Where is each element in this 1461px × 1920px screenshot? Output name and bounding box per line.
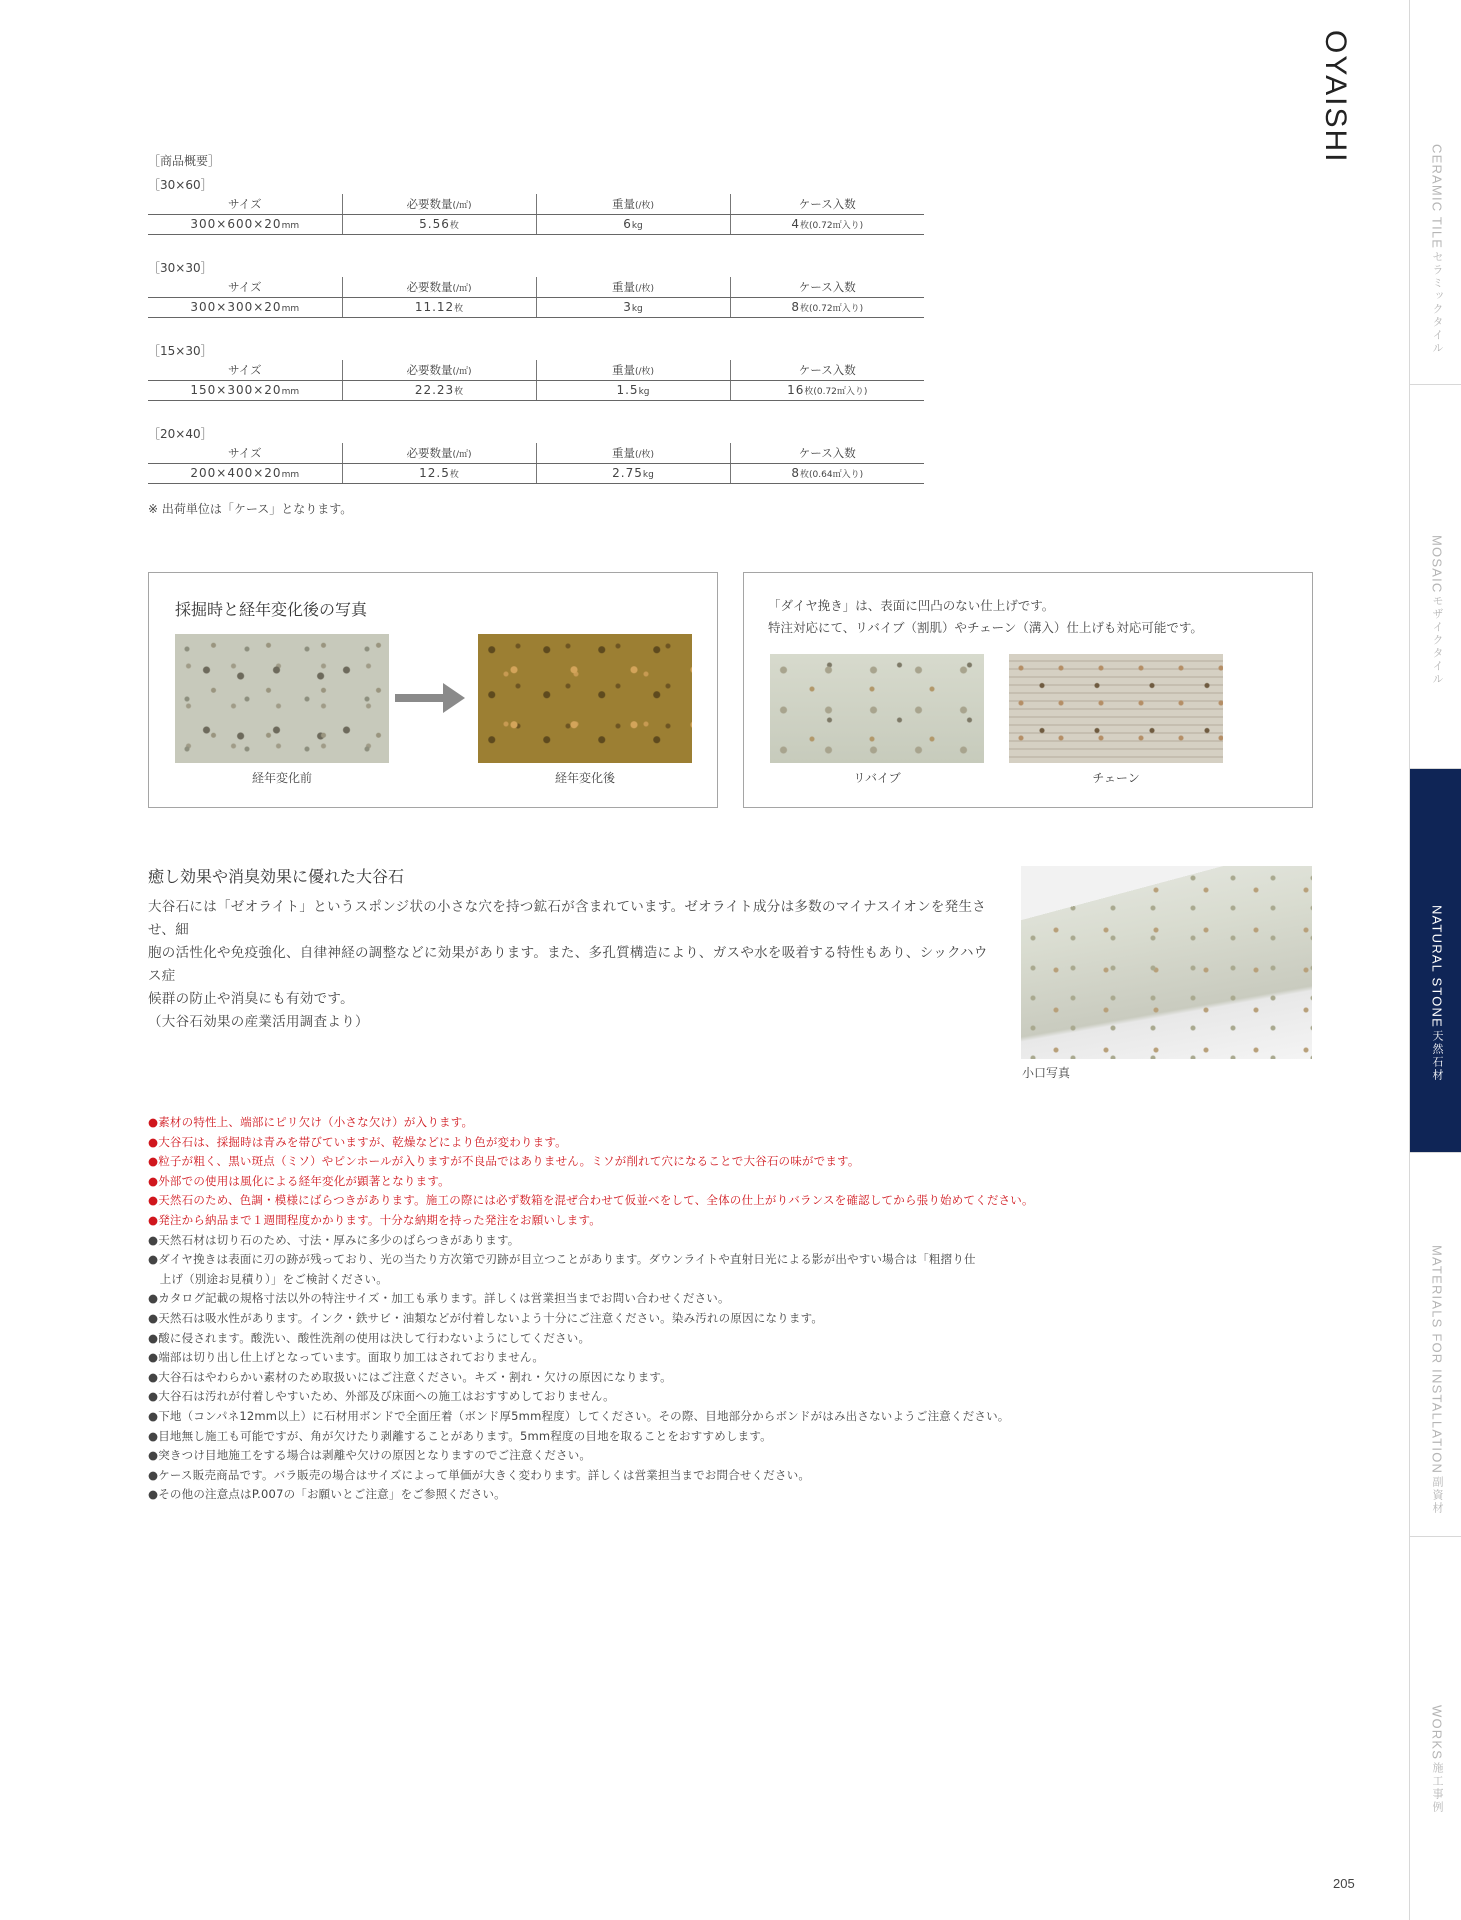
col-size: サイズ bbox=[148, 443, 342, 463]
caution-note-important: ●天然石のため、色調・模様にばらつきがあります。施工の際には必ず数箱を混ぜ合わせて仮並べをして、全体の仕上がりバランスを確認してから張り始めてください。 bbox=[148, 1193, 1034, 1208]
col-qty: 必要数量(/㎡) bbox=[342, 277, 536, 297]
caution-note: ●天然石は吸水性があります。インク・鉄サビ・油類などが付着しないよう十分にご注意ください。染み汚れの原因になります。 bbox=[148, 1310, 824, 1325]
caution-note-important: ●素材の特性上、端部にピリ欠け（小さな欠け）が入ります。 bbox=[148, 1115, 474, 1129]
shipping-unit-note: ※ 出荷単位は「ケース」となります。 bbox=[148, 502, 353, 516]
paragraph-line: （大谷石効果の産業活用調査より） bbox=[148, 1014, 369, 1030]
chain-caption: チェーン bbox=[1092, 771, 1140, 785]
table-row bbox=[148, 463, 924, 483]
sidebar-item-label: MOSAIC bbox=[1429, 535, 1445, 594]
col-qty: 必要数量(/㎡) bbox=[342, 360, 536, 380]
caution-note: ●ケース販売商品です。バラ販売の場合はサイズによって単価が大きく変わります。詳しくは営業担当までお問合せください。 bbox=[148, 1467, 811, 1482]
caution-note-important: ●粒子が粗く、黒い斑点（ミソ）やピンホールが入りますが不良品ではありません。ミソが削れて穴になることで大谷石の味がでます。 bbox=[148, 1154, 860, 1169]
sidebar-item-label: NATURAL STONE bbox=[1429, 905, 1445, 1028]
table-row bbox=[148, 380, 924, 400]
aging-box-title: 採掘時と経年変化後の写真 bbox=[175, 600, 368, 619]
col-case: ケース入数 bbox=[730, 277, 924, 297]
cell-qty: 12.5枚 bbox=[342, 463, 536, 483]
spec-table-block bbox=[148, 259, 924, 318]
brand-title: OYAISHI bbox=[1319, 30, 1352, 164]
sidebar-item-works[interactable] bbox=[1410, 1536, 1461, 1920]
cell-size: 300×600×20mm bbox=[148, 214, 342, 234]
spec-table-title: ［15×30］ bbox=[148, 344, 213, 358]
spec-table-block bbox=[148, 176, 924, 235]
col-weight: 重量(/枚) bbox=[536, 277, 730, 297]
spec-table bbox=[148, 277, 924, 318]
sidebar-item-sublabel: セラミックタイル bbox=[1431, 251, 1444, 356]
col-qty: 必要数量(/㎡) bbox=[342, 443, 536, 463]
cell-size: 300×300×20mm bbox=[148, 297, 342, 317]
caution-note-important: ●大谷石は、採掘時は青みを帯びていますが、乾燥などにより色が変わります。 bbox=[148, 1134, 567, 1149]
after-caption: 経年変化後 bbox=[554, 771, 615, 785]
before-aging-photo bbox=[175, 634, 389, 763]
col-case: ケース入数 bbox=[730, 360, 924, 380]
spec-table bbox=[148, 443, 924, 484]
caution-note: ●大谷石はやわらかい素材のため取扱いにはご注意ください。キズ・割れ・欠けの原因になります。 bbox=[148, 1369, 672, 1384]
sidebar-item-mosaic[interactable] bbox=[1410, 384, 1461, 768]
after-aging-photo bbox=[478, 634, 692, 763]
spec-table-title: ［20×40］ bbox=[148, 427, 213, 441]
sidebar-item-sublabel: モザイクタイル bbox=[1431, 595, 1444, 687]
cell-weight: 6kg bbox=[536, 214, 730, 234]
sidebar-item-ceramic-tile[interactable] bbox=[1410, 0, 1461, 384]
caution-note: ●酸に侵されます。酸洗い、酸性洗剤の使用は決して行わないようにしてください。 bbox=[148, 1330, 591, 1345]
finish-photo-box bbox=[743, 572, 1313, 808]
cell-qty: 5.56枚 bbox=[342, 214, 536, 234]
spec-table-block bbox=[148, 342, 924, 401]
cell-case: 4枚(0.72㎡入り) bbox=[730, 214, 924, 234]
sidebar-item-label: CERAMIC TILE bbox=[1429, 144, 1445, 250]
caution-note: ●天然石材は切り石のため、寸法・厚みに多少のばらつきがあります。 bbox=[148, 1232, 520, 1247]
table-header-row bbox=[148, 194, 924, 214]
caution-note-important: ●外部での使用は風化による経年変化が顕著となります。 bbox=[148, 1173, 450, 1188]
caution-note-important: ●発注から納品まで１週間程度かかります。十分な納期を持った発注をお願いします。 bbox=[148, 1212, 601, 1227]
page-number: 205 bbox=[1333, 1876, 1355, 1891]
col-qty: 必要数量(/㎡) bbox=[342, 194, 536, 214]
cell-case: 8枚(0.72㎡入り) bbox=[730, 297, 924, 317]
rib-finish-photo bbox=[770, 654, 984, 763]
finish-description bbox=[768, 595, 1203, 639]
caution-note: ●ダイヤ挽きは表面に刃の跡が残っており、光の当たり方次第で刃跡が目立つことがあります。ダウンライトや直射日光による影が出やすい場合は「粗摺り仕 bbox=[148, 1252, 976, 1267]
before-caption: 経年変化前 bbox=[251, 771, 312, 785]
caution-note: ●突きつけ目地施工をする場合は剥離や欠けの原因となりますのでご注意ください。 bbox=[148, 1448, 592, 1463]
col-size: サイズ bbox=[148, 194, 342, 214]
sidebar-item-label: MATERIALS FOR INSTALLATION bbox=[1429, 1245, 1445, 1475]
caution-notes bbox=[148, 1113, 1048, 1505]
cell-weight: 1.5kg bbox=[536, 380, 730, 400]
col-weight: 重量(/枚) bbox=[536, 360, 730, 380]
sidebar-item-label: WORKS bbox=[1429, 1705, 1445, 1761]
table-header-row bbox=[148, 277, 924, 297]
caution-note: ●カタログ記載の規格寸法以外の特注サイズ・加工も承ります。詳しくは営業担当までお問い合わせください。 bbox=[148, 1291, 730, 1306]
finish-line: 特注対応にて、リバイブ（割肌）やチェーン（溝入）仕上げも対応可能です。 bbox=[768, 620, 1203, 635]
table-row bbox=[148, 297, 924, 317]
edge-photo-caption: 小口写真 bbox=[1022, 1066, 1071, 1080]
col-weight: 重量(/枚) bbox=[536, 443, 730, 463]
feature-paragraph bbox=[148, 896, 1000, 1034]
paragraph-line: 大谷石には「ゼオライト」というスポンジ状の小さな穴を持つ鉱石が含まれています。ゼオライト成分は多数のマイナスイオンを発生させ、細 bbox=[148, 899, 987, 938]
col-size: サイズ bbox=[148, 360, 342, 380]
chain-finish-photo bbox=[1009, 654, 1223, 763]
cell-qty: 22.23枚 bbox=[342, 380, 536, 400]
caution-note: ●その他の注意点はP.007の「お願いとご注意」をご参照ください。 bbox=[148, 1487, 506, 1502]
paragraph-line: 候群の防止や消臭にも有効です。 bbox=[148, 991, 354, 1007]
caution-note: ●目地無し施工も可能ですが、角が欠けたり剥離することがあります。5mm程度の目地を取ることをおすすめします。 bbox=[148, 1428, 772, 1443]
finish-line: 「ダイヤ挽き」は、表面に凹凸のない仕上げです。 bbox=[768, 598, 1055, 613]
col-case: ケース入数 bbox=[730, 443, 924, 463]
cell-qty: 11.12枚 bbox=[342, 297, 536, 317]
sidebar-item-sublabel: 副資材 bbox=[1431, 1476, 1444, 1516]
caution-note: 上げ（別途お見積り）」をご検討ください。 bbox=[148, 1271, 388, 1286]
caution-note: ●下地（コンパネ12mm以上）に石材用ボンドで全面圧着（ボンド厚5mm程度）してください。その際、目地部分からボンドがはみ出さないようご注意ください。 bbox=[148, 1408, 1010, 1423]
arrow-right-icon bbox=[393, 681, 467, 715]
spec-table bbox=[148, 360, 924, 401]
sidebar-item-sublabel: 施工事例 bbox=[1431, 1762, 1444, 1815]
spec-table bbox=[148, 194, 924, 235]
cell-case: 8枚(0.64㎡入り) bbox=[730, 463, 924, 483]
sidebar-item-natural-stone[interactable] bbox=[1410, 768, 1461, 1152]
col-case: ケース入数 bbox=[730, 194, 924, 214]
table-header-row bbox=[148, 443, 924, 463]
cell-weight: 2.75kg bbox=[536, 463, 730, 483]
table-header-row bbox=[148, 360, 924, 380]
spec-heading: ［商品概要］ bbox=[148, 154, 221, 168]
category-sidebar bbox=[1409, 0, 1461, 1920]
col-size: サイズ bbox=[148, 277, 342, 297]
cell-case: 16枚(0.72㎡入り) bbox=[730, 380, 924, 400]
rib-caption: リバイブ bbox=[853, 771, 901, 785]
aging-photo-box bbox=[148, 572, 718, 808]
paragraph-line: 胞の活性化や免疫強化、自律神経の調整などに効果があります。また、多孔質構造により、ガスや水を吸着する特性もあり、シックハウス症 bbox=[148, 945, 988, 984]
caution-note: ●端部は切り出し仕上げとなっています。面取り加工はされておりません。 bbox=[148, 1350, 545, 1365]
cell-size: 150×300×20mm bbox=[148, 380, 342, 400]
sidebar-item-sublabel: 天然石材 bbox=[1431, 1030, 1444, 1082]
spec-table-block bbox=[148, 425, 924, 484]
table-row bbox=[148, 214, 924, 234]
edge-photo bbox=[1021, 866, 1312, 1059]
caution-note: ●大谷石は汚れが付着しやすいため、外部及び床面への施工はおすすめしておりません。 bbox=[148, 1389, 615, 1404]
feature-title: 癒し効果や消臭効果に優れた大谷石 bbox=[148, 867, 405, 886]
spec-table-title: ［30×30］ bbox=[148, 261, 213, 275]
cell-size: 200×400×20mm bbox=[148, 463, 342, 483]
sidebar-item-materials[interactable] bbox=[1410, 1152, 1461, 1536]
spec-table-title: ［30×60］ bbox=[148, 178, 213, 192]
cell-weight: 3kg bbox=[536, 297, 730, 317]
col-weight: 重量(/枚) bbox=[536, 194, 730, 214]
